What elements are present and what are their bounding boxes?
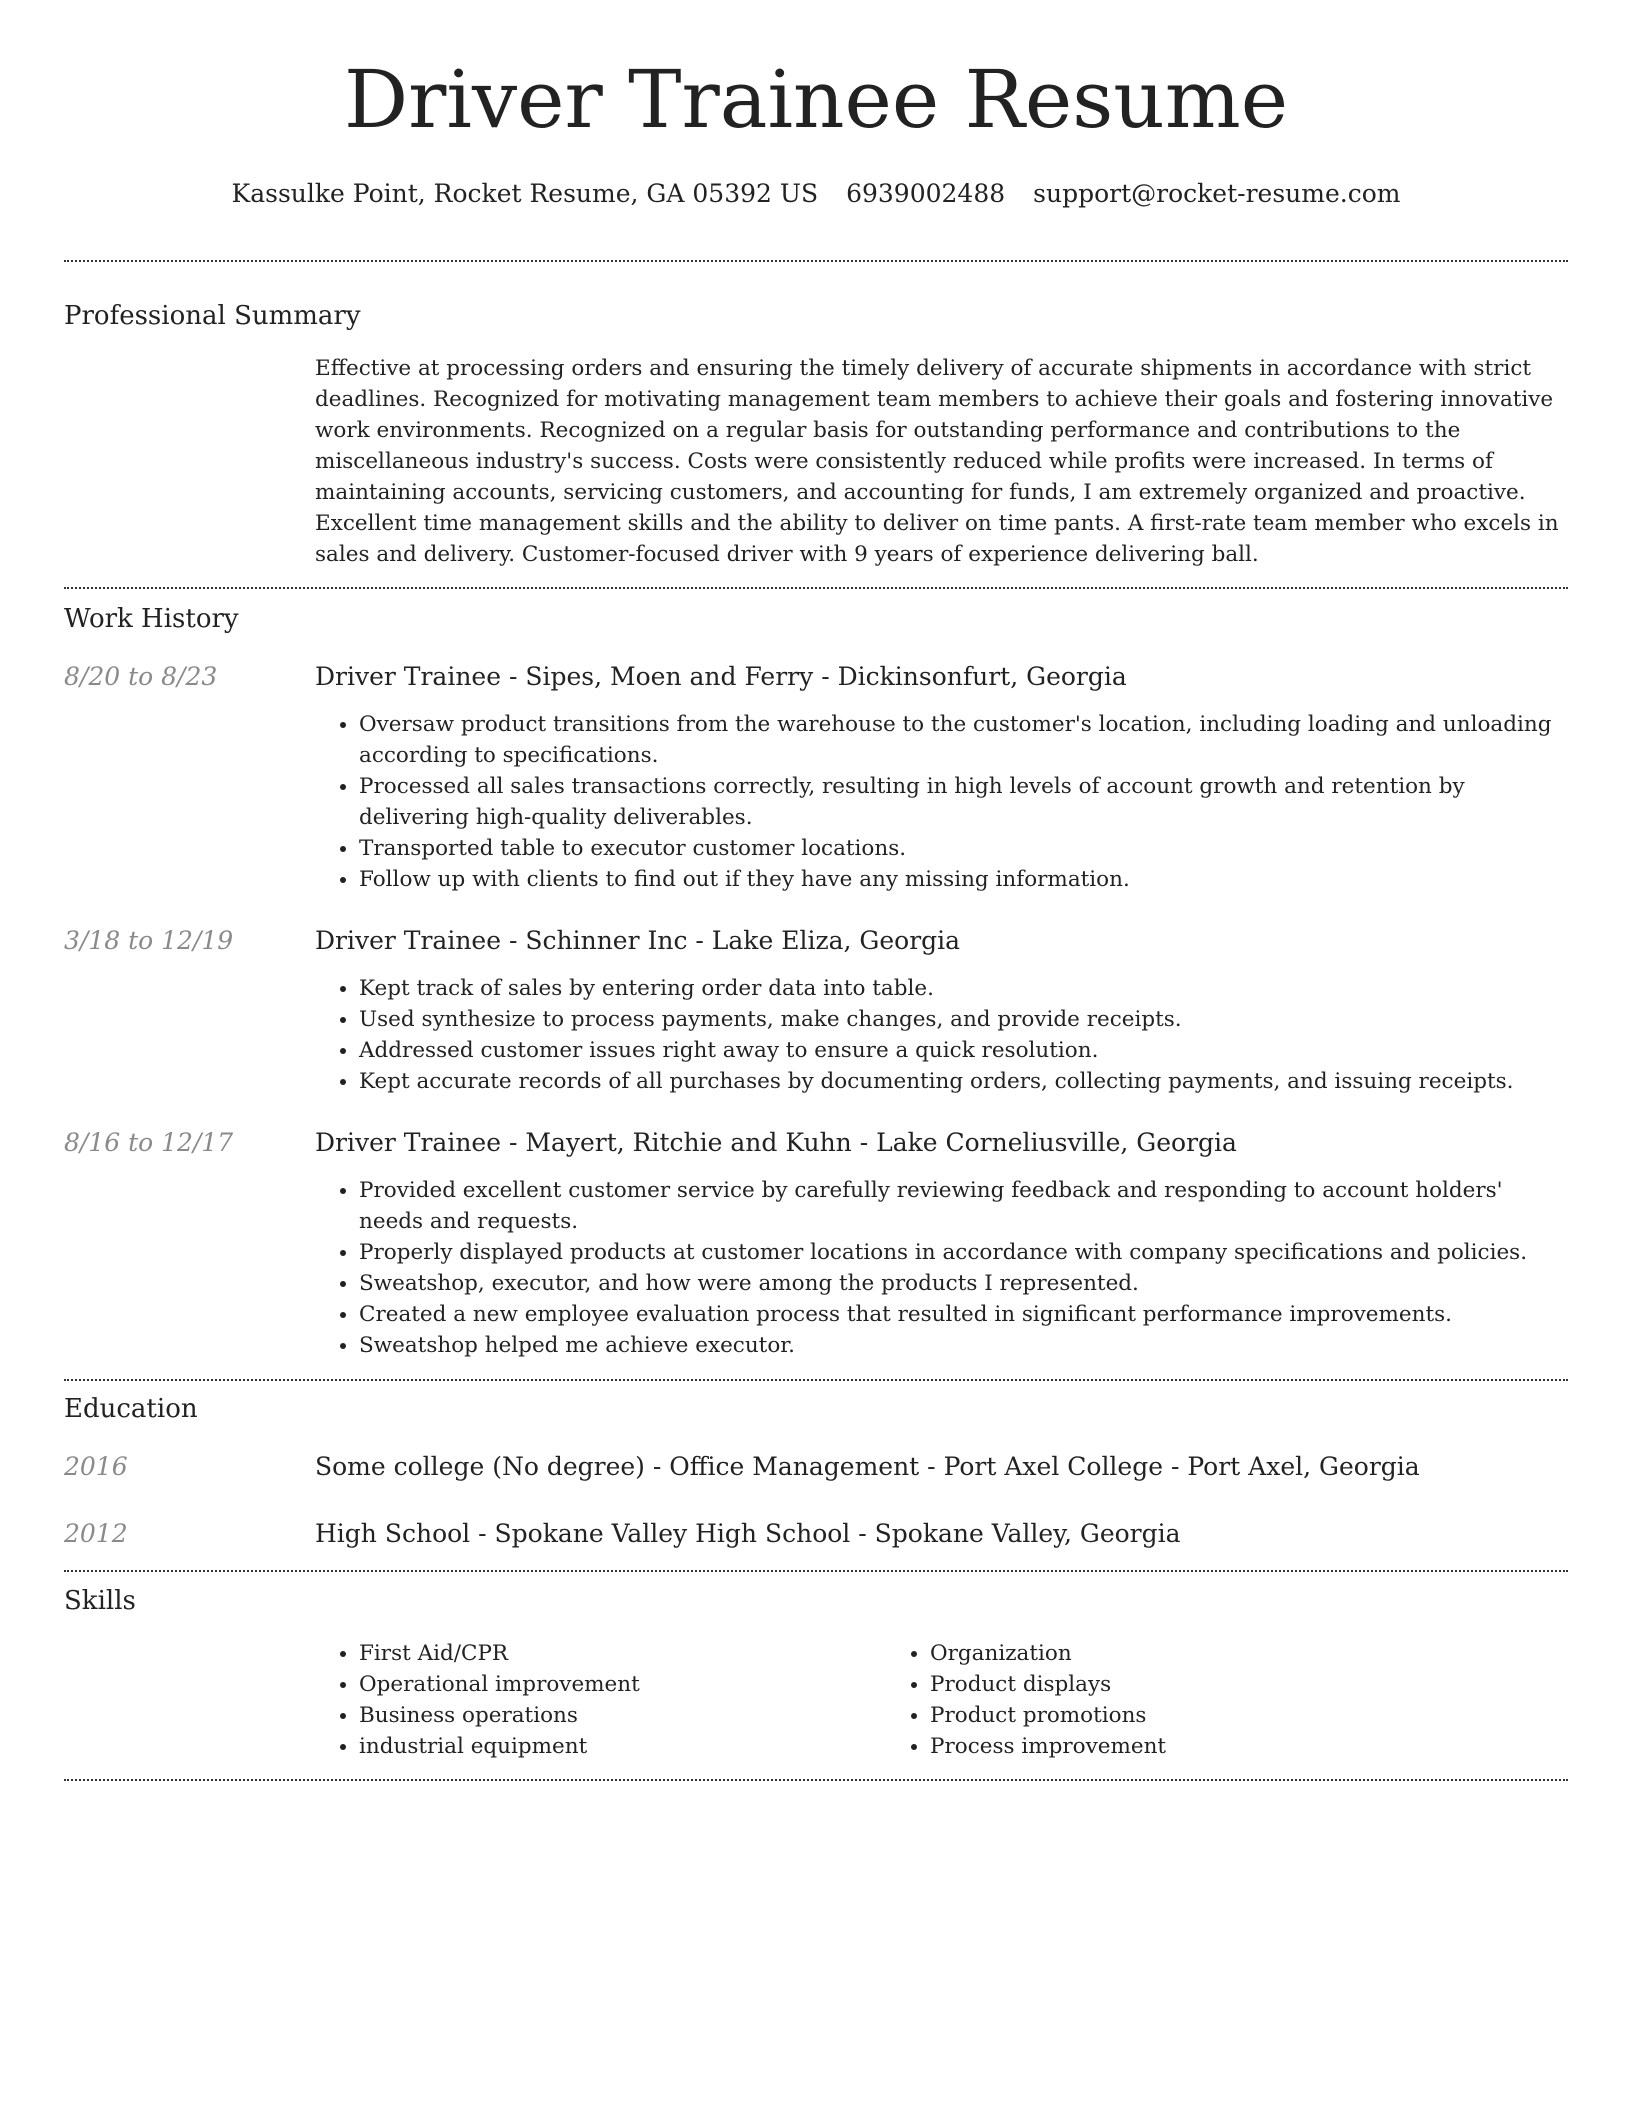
job-bullets [315,973,1568,1097]
education-entry [64,1451,1568,1483]
divider-header [64,260,1568,262]
summary-title: Professional Summary [64,301,361,331]
job-bullet: • Used synthesize to process payments, make changes, and provide receipts. [359,1004,1568,1035]
job-entry [64,661,1568,895]
job-bullet: • Oversaw product transitions from the warehouse to the customer's location, including loading and unloading according to specifications. [359,709,1568,771]
contact-phone: 6939002488 [846,179,1006,208]
skill-item: • Operational improvement [359,1669,886,1700]
work-title: Work History [64,604,239,634]
job-dates: 8/20 to 8/23 [64,662,218,691]
skills-section [64,1584,1568,1762]
resume-title: Driver Trainee Resume [343,53,1289,146]
job-bullets [315,709,1568,895]
work-section [64,602,1568,1361]
divider-education [64,1570,1568,1572]
summary-text: Effective at processing orders and ensuring the timely delivery of accurate shipments in accordance with strict deadlines. Recognized for motivating management team members to achieve their goals and fostering innovative work environments. Recognized on a regular basis for outstanding performance and contributions to the miscellaneous industry's success. Costs were consistently reduced while profits were increased. In terms of maintaining accounts, servicing customers, and accounting for funds, I am extremely organized and proactive. Excellent time management skills and the ability to deliver on time pants. A first-rate team member who excels in sales and delivery. Customer-focused driver with 9 years of experience delivering ball. [315,356,1559,567]
contact-line [64,178,1568,210]
education-year: 2016 [64,1452,128,1481]
divider-skills [64,1779,1568,1781]
skill-item: • Process improvement [930,1731,1568,1762]
skills-list-right [886,1638,1568,1762]
job-bullet: • Addressed customer issues right away to ensure a quick resolution. [359,1035,1568,1066]
job-heading: Driver Trainee - Mayert, Ritchie and Kuhn - Lake Corneliusville, Georgia [315,1128,1237,1157]
job-bullet: • Sweatshop helped me achieve executor. [359,1330,1568,1361]
skill-item: • Organization [930,1638,1568,1669]
job-bullet: • Created a new employee evaluation process that resulted in significant performance improvements. [359,1299,1568,1330]
education-section [64,1392,1568,1550]
divider-work [64,1379,1568,1381]
skill-item: • industrial equipment [359,1731,886,1762]
skill-item: • Product promotions [930,1700,1568,1731]
job-dates: 8/16 to 12/17 [64,1128,234,1157]
skills-columns [315,1638,1568,1762]
job-bullet: • Properly displayed products at customer locations in accordance with company specifications and policies. [359,1237,1568,1268]
job-bullet: • Sweatshop, executor, and how were among the products I represented. [359,1268,1568,1299]
job-heading: Driver Trainee - Schinner Inc - Lake Eliza, Georgia [315,926,961,955]
education-text: Some college (No degree) - Office Management - Port Axel College - Port Axel, Georgia [315,1452,1420,1481]
summary-section [64,299,1568,570]
job-bullets [315,1175,1568,1361]
skill-item: • Product displays [930,1669,1568,1700]
job-bullet: • Kept accurate records of all purchases by documenting orders, collecting payments, and issuing receipts. [359,1066,1568,1097]
divider-summary [64,587,1568,589]
skill-item: • First Aid/CPR [359,1638,886,1669]
skills-title: Skills [64,1586,136,1616]
resume-header [64,0,1568,210]
skills-list-left [315,1638,886,1762]
job-bullet: • Follow up with clients to find out if they have any missing information. [359,864,1568,895]
education-entry [64,1518,1568,1550]
education-year: 2012 [64,1519,128,1548]
job-dates: 3/18 to 12/19 [64,926,234,955]
skill-item: • Business operations [359,1700,886,1731]
job-heading: Driver Trainee - Sipes, Moen and Ferry - Dickinsonfurt, Georgia [315,662,1127,691]
job-bullet: • Transported table to executor customer locations. [359,833,1568,864]
job-bullet: • Kept track of sales by entering order data into table. [359,973,1568,1004]
job-entry [64,1127,1568,1361]
contact-email[interactable]: support@rocket-resume.com [1033,179,1401,208]
education-title: Education [64,1394,198,1424]
contact-address: Kassulke Point, Rocket Resume, GA 05392 US [231,179,819,208]
job-bullet: • Provided excellent customer service by carefully reviewing feedback and responding to account holders' needs and requests. [359,1175,1568,1237]
education-text: High School - Spokane Valley High School - Spokane Valley, Georgia [315,1519,1181,1548]
job-bullet: • Processed all sales transactions correctly, resulting in high levels of account growth and retention by delivering high-quality deliverables. [359,771,1568,833]
job-entry [64,925,1568,1097]
